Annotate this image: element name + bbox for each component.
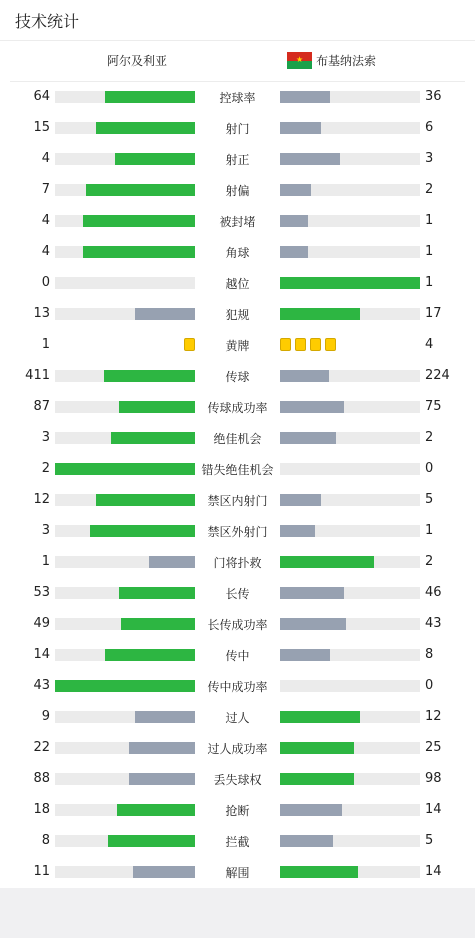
home-stat-bar (55, 866, 195, 878)
away-stat-value: 0 (425, 461, 434, 476)
home-stat-value: 1 (41, 554, 50, 569)
stat-label: 传球 (225, 370, 250, 384)
stat-label: 抢断 (225, 804, 250, 818)
stat-row (0, 826, 475, 857)
home-stat-bar (55, 91, 195, 103)
away-stat-bar (280, 556, 420, 568)
home-stat-bar-fill (90, 525, 195, 537)
home-stat-value: 43 (33, 678, 50, 693)
away-stat-bar (280, 432, 420, 444)
stat-row (0, 733, 475, 764)
away-stat-bar-fill (280, 587, 344, 599)
stat-label: 绝佳机会 (213, 432, 262, 446)
home-stat-bar (55, 122, 195, 134)
stat-label: 角球 (225, 246, 250, 260)
away-stat-bar (280, 246, 420, 258)
away-stat-bar-fill (280, 91, 330, 103)
stat-label: 射偏 (225, 184, 250, 198)
away-stat-bar-fill (280, 711, 360, 723)
away-stat-value: 5 (425, 492, 434, 507)
home-stat-value: 8 (41, 833, 50, 848)
home-stat-bar-fill (96, 122, 195, 134)
home-stat-bar-fill (135, 308, 195, 320)
home-stat-bar-fill (55, 680, 195, 692)
home-stat-bar (55, 494, 195, 506)
away-stat-bar-fill (280, 432, 336, 444)
away-stat-value: 75 (425, 399, 442, 414)
away-stat-bar (280, 711, 420, 723)
home-stat-bar (55, 742, 195, 754)
away-stat-bar-fill (280, 866, 358, 878)
away-stat-bar (280, 742, 420, 754)
stat-label: 越位 (225, 277, 250, 291)
stat-row (0, 609, 475, 640)
home-stat-bar-fill (105, 649, 195, 661)
home-stat-bar-fill (115, 153, 195, 165)
away-stat-bar (280, 370, 420, 382)
stat-row (0, 113, 475, 144)
stat-row (0, 330, 475, 361)
stat-label: 传中 (225, 649, 250, 663)
home-stat-value: 53 (33, 585, 50, 600)
away-stat-bar (280, 525, 420, 537)
stat-label: 传中成功率 (207, 680, 268, 694)
away-stat-value: 5 (425, 833, 434, 848)
home-stat-bar-fill (104, 370, 195, 382)
away-stat-value: 46 (425, 585, 442, 600)
yellow-card-icon (295, 338, 306, 351)
home-stat-bar (55, 215, 195, 227)
home-stat-bar (55, 556, 195, 568)
home-stat-bar-fill (105, 91, 195, 103)
away-stat-bar-fill (280, 494, 321, 506)
stat-label: 过人成功率 (207, 742, 268, 756)
home-stat-bar (55, 370, 195, 382)
away-stat-value: 6 (425, 120, 434, 135)
stat-label: 传球成功率 (207, 401, 268, 415)
away-stat-value: 1 (425, 523, 434, 538)
home-stat-value: 1 (41, 337, 50, 352)
home-stat-bar-fill (83, 246, 195, 258)
away-stat-value: 1 (425, 275, 434, 290)
away-stat-bar (280, 773, 420, 785)
home-stat-bar (55, 525, 195, 537)
away-stat-bar-fill (280, 184, 311, 196)
away-stat-bar-fill (280, 153, 340, 165)
stat-label: 黄牌 (225, 339, 250, 353)
away-stat-value: 1 (425, 213, 434, 228)
away-stat-bar-fill (280, 122, 321, 134)
away-stat-bar (280, 618, 420, 630)
home-stat-bar (55, 649, 195, 661)
away-stat-bar (280, 587, 420, 599)
stat-label: 禁区外射门 (207, 525, 268, 539)
home-yellow-cards (182, 338, 195, 351)
stat-row (0, 82, 475, 113)
stat-row (0, 237, 475, 268)
stat-row (0, 392, 475, 423)
home-stat-bar (55, 308, 195, 320)
home-stat-bar-fill (133, 866, 195, 878)
away-stat-bar (280, 277, 420, 289)
stat-label: 拦截 (225, 835, 250, 849)
yellow-card-icon (310, 338, 321, 351)
home-stat-value: 411 (25, 368, 50, 383)
home-stat-bar-fill (119, 587, 195, 599)
away-team-name: 布基纳法索 (316, 54, 377, 68)
home-stat-value: 14 (33, 647, 50, 662)
teams-header (10, 41, 465, 82)
away-stat-bar-fill (280, 308, 360, 320)
away-stat-value: 2 (425, 430, 434, 445)
stat-row (0, 578, 475, 609)
stat-row (0, 361, 475, 392)
stat-label: 控球率 (219, 91, 256, 105)
home-stat-value: 87 (33, 399, 50, 414)
away-stat-bar (280, 122, 420, 134)
stat-row (0, 547, 475, 578)
home-stat-value: 2 (41, 461, 50, 476)
home-stat-value: 12 (33, 492, 50, 507)
away-stat-bar-fill (280, 370, 329, 382)
home-stat-bar-fill (119, 401, 195, 413)
away-stat-bar (280, 463, 420, 475)
away-stat-bar-fill (280, 525, 315, 537)
stat-label: 射正 (225, 153, 250, 167)
away-stat-value: 98 (425, 771, 442, 786)
stat-label: 长传成功率 (207, 618, 268, 632)
away-stat-value: 1 (425, 244, 434, 259)
home-stat-bar (55, 711, 195, 723)
away-stat-bar (280, 153, 420, 165)
away-stat-bar-fill (280, 773, 354, 785)
home-stat-value: 64 (33, 89, 50, 104)
away-stat-bar (280, 866, 420, 878)
home-stat-value: 3 (41, 430, 50, 445)
home-stat-bar (55, 463, 195, 475)
away-stat-bar-fill (280, 835, 333, 847)
away-stat-value: 36 (425, 89, 442, 104)
home-team-name: 阿尔及利亚 (107, 54, 168, 68)
away-stat-bar-fill (280, 556, 374, 568)
away-stat-bar (280, 184, 420, 196)
home-stat-value: 3 (41, 523, 50, 538)
stats-list (0, 82, 475, 888)
home-stat-bar-fill (86, 184, 195, 196)
away-stat-value: 25 (425, 740, 442, 755)
stat-row (0, 144, 475, 175)
home-stat-value: 15 (33, 120, 50, 135)
home-stat-bar (55, 277, 195, 289)
stat-label: 丢失球权 (213, 773, 262, 787)
away-stat-value: 8 (425, 647, 434, 662)
home-stat-value: 9 (41, 709, 50, 724)
home-stat-bar-fill (121, 618, 195, 630)
stat-row (0, 299, 475, 330)
home-stat-bar (55, 184, 195, 196)
home-stat-bar-fill (83, 215, 195, 227)
away-stat-value: 4 (425, 337, 434, 352)
stat-label: 禁区内射门 (207, 494, 268, 508)
home-stat-bar-fill (135, 711, 195, 723)
home-stat-bar (55, 401, 195, 413)
stat-label: 长传 (225, 587, 250, 601)
away-stat-bar (280, 680, 420, 692)
away-stat-value: 14 (425, 864, 442, 879)
away-stat-bar (280, 91, 420, 103)
stat-row (0, 206, 475, 237)
stat-row (0, 795, 475, 826)
stat-label: 犯规 (225, 308, 250, 322)
home-stat-bar (55, 680, 195, 692)
away-team (287, 52, 376, 69)
title-bar (0, 0, 475, 41)
home-stat-bar (55, 246, 195, 258)
away-stat-bar-fill (280, 804, 342, 816)
home-stat-bar-fill (129, 773, 195, 785)
home-stat-value: 88 (33, 771, 50, 786)
home-stat-value: 4 (41, 213, 50, 228)
home-stat-value: 7 (41, 182, 50, 197)
home-stat-value: 13 (33, 306, 50, 321)
away-stat-value: 2 (425, 554, 434, 569)
stat-label: 被封堵 (219, 215, 256, 229)
home-stat-value: 4 (41, 151, 50, 166)
stat-row (0, 702, 475, 733)
away-stat-bar (280, 401, 420, 413)
home-stat-bar-fill (111, 432, 195, 444)
home-stat-bar (55, 804, 195, 816)
stat-label: 错失绝佳机会 (201, 463, 274, 477)
home-stat-bar (55, 432, 195, 444)
away-stat-bar (280, 215, 420, 227)
away-stat-bar (280, 835, 420, 847)
yellow-card-icon (280, 338, 291, 351)
home-stat-bar-fill (96, 494, 195, 506)
home-stat-bar (55, 835, 195, 847)
home-stat-bar-fill (55, 463, 195, 475)
away-stat-bar-fill (280, 401, 344, 413)
stat-label: 门将扑救 (213, 556, 262, 570)
home-stat-value: 22 (33, 740, 50, 755)
away-stat-value: 12 (425, 709, 442, 724)
away-stat-value: 3 (425, 151, 434, 166)
page-title: 技术统计 (15, 12, 80, 31)
stat-row (0, 454, 475, 485)
home-stat-bar (55, 618, 195, 630)
stat-label: 解围 (225, 866, 250, 880)
stat-row (0, 175, 475, 206)
away-stat-bar-fill (280, 742, 354, 754)
away-stat-value: 14 (425, 802, 442, 817)
home-stat-value: 11 (33, 864, 50, 879)
stat-row (0, 764, 475, 795)
away-stat-bar (280, 494, 420, 506)
home-stat-value: 18 (33, 802, 50, 817)
home-stat-bar (55, 153, 195, 165)
away-stat-bar-fill (280, 277, 420, 289)
home-stat-bar (55, 773, 195, 785)
home-stat-value: 4 (41, 244, 50, 259)
yellow-card-icon (325, 338, 336, 351)
away-stat-bar-fill (280, 618, 346, 630)
away-stat-bar (280, 804, 420, 816)
stat-label: 过人 (225, 711, 250, 725)
home-stat-value: 49 (33, 616, 50, 631)
away-stat-value: 43 (425, 616, 442, 631)
home-stat-bar (55, 587, 195, 599)
away-stat-bar (280, 308, 420, 320)
stat-row (0, 857, 475, 888)
burkina-faso-flag-icon: ★ (287, 52, 312, 69)
away-stat-bar-fill (280, 649, 330, 661)
home-stat-bar-fill (129, 742, 195, 754)
away-stat-bar (280, 649, 420, 661)
stat-row (0, 268, 475, 299)
away-stat-value: 0 (425, 678, 434, 693)
home-stat-bar-fill (117, 804, 195, 816)
away-stat-value: 2 (425, 182, 434, 197)
stat-row (0, 423, 475, 454)
away-stat-bar-fill (280, 246, 308, 258)
yellow-card-icon (184, 338, 195, 351)
stat-row (0, 485, 475, 516)
away-stat-bar-fill (280, 215, 308, 227)
away-stat-value: 17 (425, 306, 442, 321)
home-stat-bar-fill (149, 556, 195, 568)
away-yellow-cards (280, 338, 338, 351)
home-stat-bar-fill (108, 835, 195, 847)
stat-row (0, 516, 475, 547)
home-stat-value: 0 (41, 275, 50, 290)
stat-row (0, 671, 475, 702)
stat-row (0, 640, 475, 671)
away-stat-value: 224 (425, 368, 450, 383)
stat-label: 射门 (225, 122, 250, 136)
